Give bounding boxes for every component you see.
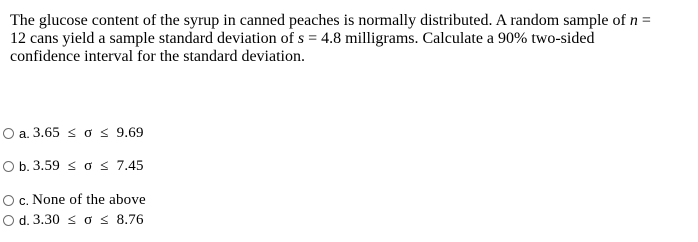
question-line-2-rest: = 4.8 milligrams. Calculate a 90% two-sided [304, 30, 595, 47]
option-text-d: 3.30 ≤ σ ≤ 8.76 [32, 211, 144, 228]
variable-s: s [297, 30, 305, 47]
variable-n: n [629, 12, 638, 29]
answer-option-a[interactable] [3, 124, 144, 142]
option-text-c: None of the above [32, 191, 146, 208]
option-text-b: 3.59 ≤ σ ≤ 7.45 [32, 157, 144, 174]
radio-button-d[interactable] [3, 215, 14, 226]
option-letter-a: a. [19, 125, 30, 141]
answer-option-d[interactable] [3, 211, 144, 229]
radio-button-b[interactable] [3, 161, 14, 172]
option-text-a: 3.65 ≤ σ ≤ 9.69 [32, 124, 144, 141]
question-line-1-text: The glucose content of the syrup in canned peaches is normally distributed. A random sample of [10, 12, 630, 29]
answer-option-c[interactable] [3, 191, 146, 209]
question-line-2-text: 12 cans yield a sample standard deviation of [10, 30, 298, 47]
question-text [10, 12, 694, 66]
option-letter-d: d. [19, 212, 30, 228]
radio-button-c[interactable] [3, 195, 14, 206]
option-letter-c: c. [19, 192, 30, 208]
question-line-1-equals: = [637, 12, 651, 29]
answer-option-b[interactable] [3, 157, 144, 175]
question-line-3: confidence interval for the standard deviation. [10, 48, 305, 65]
option-letter-b: b. [19, 158, 30, 174]
question-line-1 [10, 12, 694, 30]
radio-button-a[interactable] [3, 128, 14, 139]
question-line-2 [10, 30, 694, 48]
